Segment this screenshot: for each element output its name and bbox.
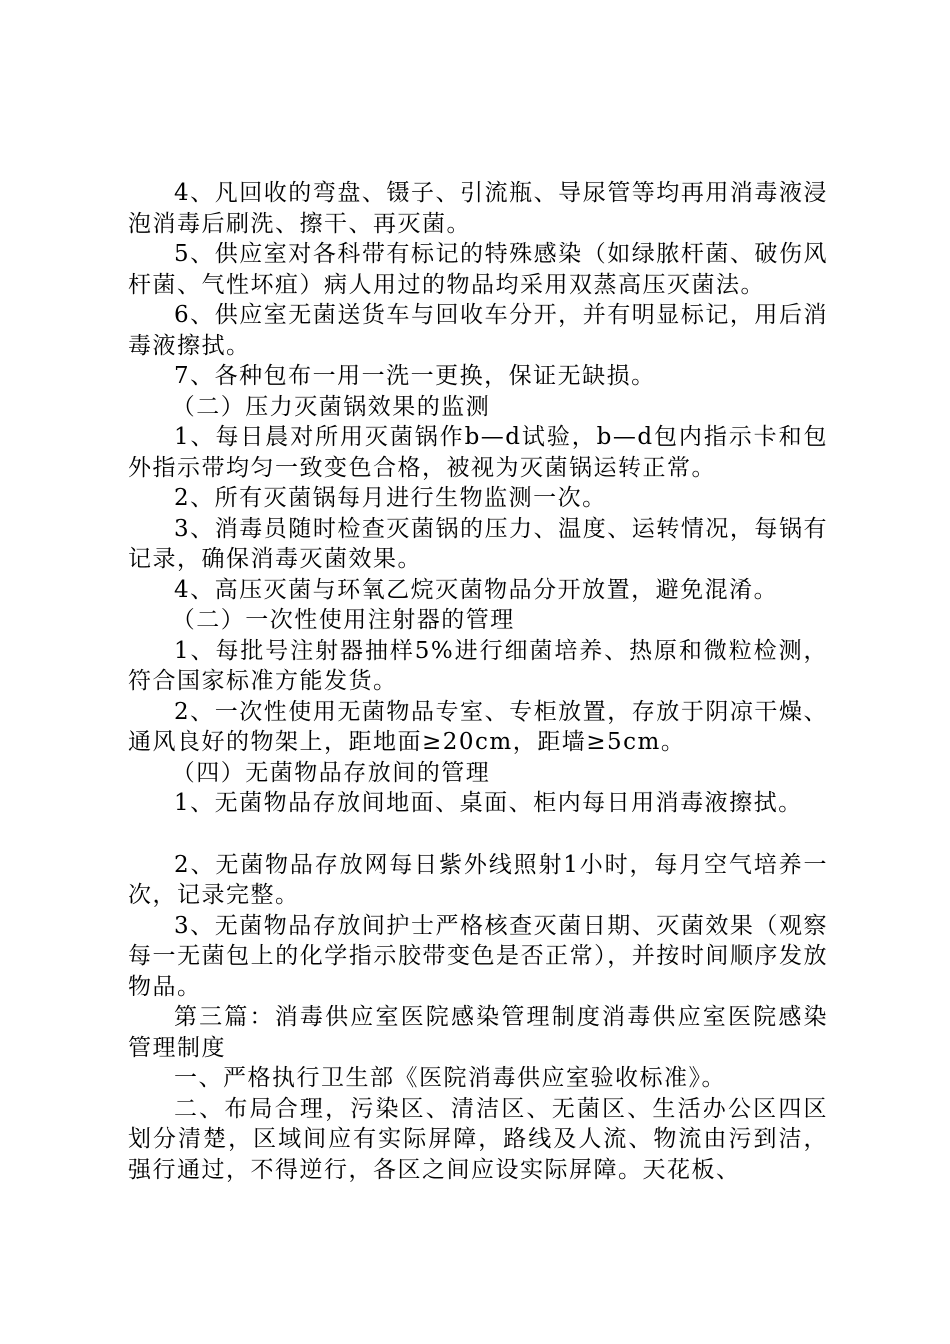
section-heading-syringe-management: （二）一次性使用注射器的管理 bbox=[171, 607, 515, 633]
paragraph-rule-one: 一、严格执行卫生部《医院消毒供应室验收标准》。 bbox=[174, 1065, 726, 1091]
paragraph-item-1-sampling: 1、每批号注射器抽样5%进行细菌培养、热原和微粒检测，符合国家标准方能发货。 bbox=[128, 637, 828, 694]
paragraph-item-1-bd-test: 1、每日晨对所用灭菌锅作b—d试验，b—d包内指示卡和包外指示带均匀一致变色合格，被视为灭菌锅运转正常。 bbox=[128, 424, 828, 481]
paragraph-item-4-return: 4、凡回收的弯盘、镊子、引流瓶、导尿管等均再用消毒液浸泡消毒后刷洗、擦干、再灭菌。 bbox=[128, 180, 828, 237]
paragraph-gap bbox=[128, 819, 828, 850]
document-page bbox=[128, 178, 828, 1185]
chapter-title-part-three: 第三篇：消毒供应室医院感染管理制度消毒供应室医院感染管理制度 bbox=[128, 1004, 828, 1061]
paragraph-item-2-storage: 2、一次性使用无菌物品专室、专柜放置，存放于阴凉干燥、通风良好的物架上，距地面≥20cm，距墙≥5cm。 bbox=[128, 698, 828, 755]
paragraph-item-3-inspection: 3、消毒员随时检查灭菌锅的压力、温度、运转情况，每锅有记录，确保消毒灭菌效果。 bbox=[128, 515, 828, 572]
paragraph-rule-two: 二、布局合理，污染区、清洁区、无菌区、生活办公区四区划分清楚，区域间应有实际屏障，路线及人流、物流由污到洁，强行通过，不得逆行，各区之间应设实际屏障。天花板、 bbox=[128, 1095, 828, 1183]
paragraph-item-6-carts: 6、供应室无菌送货车与回收车分开，并有明显标记，用后消毒液擦拭。 bbox=[128, 302, 828, 359]
paragraph-item-1-wiping: 1、无菌物品存放间地面、桌面、柜内每日用消毒液擦拭。 bbox=[174, 790, 803, 816]
section-heading-sterilizer-monitoring: （二）压力灭菌锅效果的监测 bbox=[171, 393, 491, 420]
section-heading-sterile-storage: （四）无菌物品存放间的管理 bbox=[171, 759, 491, 786]
paragraph-item-5-special-infection: 5、供应室对各科带有标记的特殊感染（如绿脓杆菌、破伤风杆菌、气性坏疽）病人用过的物品均采用双蒸高压灭菌法。 bbox=[128, 241, 828, 298]
paragraph-item-2-uv: 2、无菌物品存放网每日紫外线照射1小时，每月空气培养一次，记录完整。 bbox=[128, 851, 828, 908]
paragraph-item-3-check: 3、无菌物品存放间护士严格核查灭菌日期、灭菌效果（观察每一无菌包上的化学指示胶带变色是否正常），并按时间顺序发放物品。 bbox=[128, 912, 828, 1000]
paragraph-item-2-bio-monitoring: 2、所有灭菌锅每月进行生物监测一次。 bbox=[174, 485, 607, 511]
paragraph-item-4-separate: 4、高压灭菌与环氧乙烷灭菌物品分开放置，避免混淆。 bbox=[174, 576, 779, 603]
paragraph-item-7-cloth: 7、各种包布一用一洗一更换，保证无缺损。 bbox=[174, 363, 656, 389]
